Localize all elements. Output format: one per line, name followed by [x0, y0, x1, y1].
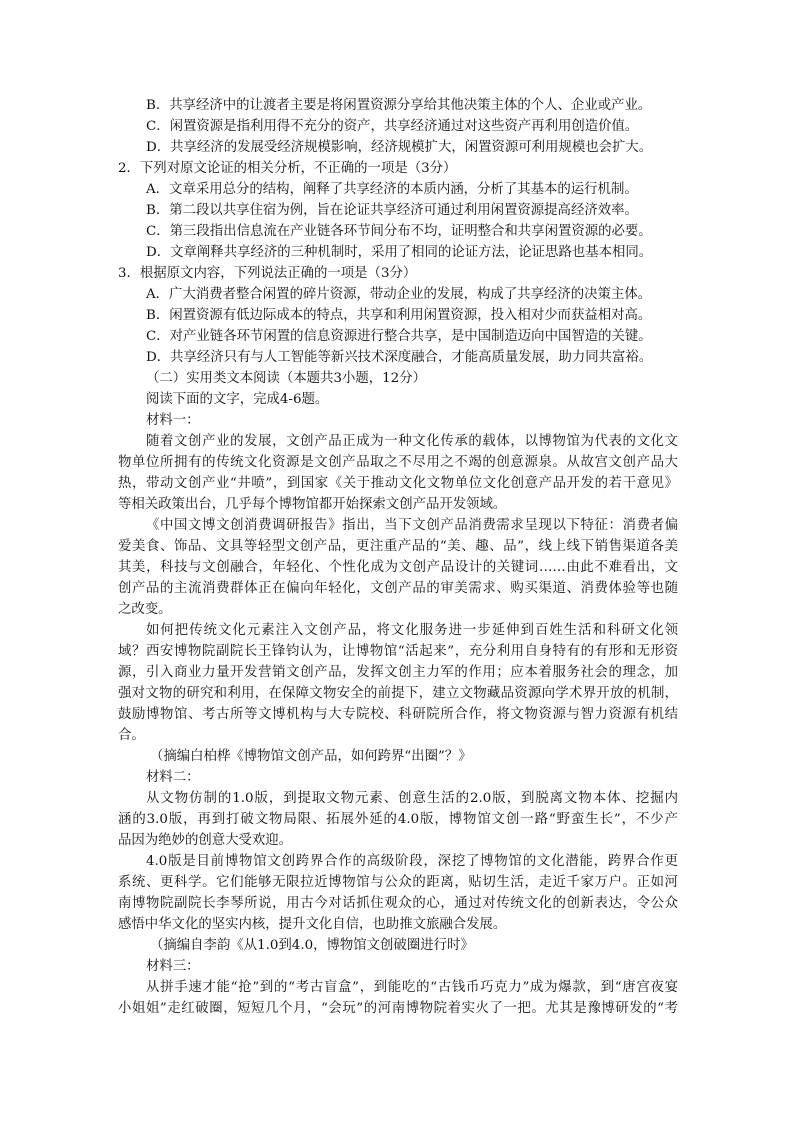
q3-option-c: C．对产业链各环节闲置的信息资源进行整合共享，是中国制造迈向中国智造的关键。: [146, 329, 652, 344]
q3-stem: 3．根据原文内容，下列说法正确的一项是（3分）: [118, 266, 417, 281]
q3-option-d: D．共享经济只有与人工智能等新兴技术深度融合，才能高质量发展，助力同共富裕。: [146, 350, 653, 365]
paragraph-line: 从拼手速才能“抢”到的“考古盲盒”，到能吃的“古钱币巧克力”成为爆款，到“唐宫夜宴: [146, 980, 678, 995]
material1-source: （摘编白柏桦《博物馆文创产品，如何跨界“出圈”？》: [150, 749, 472, 764]
q1-option-b: B．共享经济中的让渡者主要是将闲置资源分享给其他决策主体的个人、企业或产业。: [146, 98, 652, 113]
paragraph-line: 4.0版是目前博物馆文创跨界合作的高级阶段，深挖了博物馆的文化潜能，跨界合作更: [146, 854, 678, 869]
paragraph-line: 品因为绝妙的创意大受欢迎。: [118, 833, 293, 848]
section-title: （二）实用类文本阅读（本题共3小题，12分）: [146, 371, 426, 386]
paragraph-line: 从文物仿制的1.0版，到提取文物元素、创意生活的2.0版，到脱离文物本体、挖掘内: [146, 791, 678, 806]
q3-option-b: B．闲置资源有低边际成本的特点，共享和利用闲置资源，投入相对少而获益相对高。: [146, 308, 652, 323]
paragraph-line: 域？西安博物院副院长王锋钧认为，让博物馆“活起来”，充分利用自身特有的有形和无形资: [118, 644, 678, 659]
paragraph-line: 南博物院副院长李琴所说，用古今对话抓住观众的心，通过对传统文化的创新表达，令公众: [118, 896, 678, 911]
paragraph-line: 物单位所拥有的传统文化资源是文创产品取之不尽用之不竭的创意源泉。从故宫文创产品大: [118, 455, 678, 470]
material3-label: 材料三：: [146, 959, 200, 974]
q2-stem: 2．下列对原文论证的相关分析，不正确的一项是（3分）: [118, 161, 457, 176]
section-intro: 阅读下面的文字，完成4-6题。: [146, 392, 329, 407]
paragraph-line: 《中国文博文创消费调研报告》指出，当下文创产品消费需求呈现以下特征：消费者偏: [146, 518, 678, 533]
paragraph-line: 鼓励博物馆、考古所等文博机构与大专院校、科研院所合作，将文物资源与智力资源有机结: [118, 707, 678, 722]
material2-source: （摘编自李韵《从1.0到4.0，博物馆文创破圈进行时》: [150, 938, 474, 953]
paragraph-line: 之改变。: [118, 602, 172, 617]
q3-option-a: A．广大消费者整合闲置的碎片资源，带动企业的发展，构成了共享经济的决策主体。: [146, 287, 652, 302]
q2-option-b: B．第二段以共享住宿为例，旨在论证共享经济可通过利用闲置资源提高经济效率。: [146, 203, 638, 218]
paragraph-line: 源，引入商业力量开发营销文创产品，发挥文创主力军的作用；应本着服务社会的理念，加: [118, 665, 678, 680]
paragraph-line: 涵的3.0版，再到打破文物局限、拓展外延的4.0版，博物馆文创一路“野蛮生长”，不少产: [118, 812, 678, 827]
paragraph-line: 系统、更科学。它们能够无限拉近博物馆与公众的距离，贴切生活，走近千家万户。正如河: [118, 875, 678, 890]
paragraph-line: 感悟中华文化的坚实内核，提升文化自信，也助推文旅融合发展。: [118, 917, 507, 932]
paragraph-line: 小姐姐”走红破圈，短短几个月，“会玩”的河南博物院着实火了一把。尤其是豫博研发的“考: [118, 1001, 678, 1016]
paragraph-line: 合。: [118, 728, 145, 743]
q2-option-d: D．文章阐释共享经济的三种机制时，采用了相同的论证方法，论证思路也基本相同。: [146, 245, 653, 260]
q1-option-d: D．共享经济的发展受经济规模影响，经济规模扩大，闲置资源可利用规模也会扩大。: [146, 140, 653, 155]
q1-option-c: C．闲置资源是指利用得不充分的资产，共享经济通过对这些资产再利用创造价值。: [146, 119, 639, 134]
paragraph-line: 热，带动文创产业“井喷”，到国家《关于推动文化文物单位文化创意产品开发的若干意见》: [118, 476, 678, 491]
paragraph-line: 其美，科技与文创融合，年轻化、个性化成为文创产品设计的关键词……由此不难看出，文: [118, 560, 678, 575]
q2-option-c: C．第三段指出信息流在产业链各环节间分布不均，证明整合和共享闲置资源的必要。: [146, 224, 652, 239]
paragraph-line: 爱美食、饰品、文具等轻型文创产品，更注重产品的“美、趣、品”，线上线下销售渠道各美: [118, 539, 678, 554]
paragraph-line: 等相关政策出台，几乎每个博物馆都开始探索文创产品开发领域。: [118, 497, 507, 512]
q2-option-a: A．文章采用总分的结构，阐释了共享经济的本质内涵，分析了其基本的运行机制。: [146, 182, 638, 197]
material1-label: 材料一：: [146, 413, 200, 428]
paragraph-line: 创产品的主流消费群体正在偏向年轻化，文创产品的审美需求、购买渠道、消费体验等也随: [118, 581, 678, 596]
paragraph-line: 强对文物的研究和利用，在保障文物安全的前提下，建立文物藏品资源向学术界开放的机制，: [118, 686, 678, 701]
material2-label: 材料二：: [146, 770, 200, 785]
paragraph-line: 随着文创产业的发展，文创产品正成为一种文化传承的载体，以博物馆为代表的文化文: [146, 434, 678, 449]
paragraph-line: 如何把传统文化元素注入文创产品，将文化服务进一步延伸到百姓生活和科研文化领: [146, 623, 678, 638]
